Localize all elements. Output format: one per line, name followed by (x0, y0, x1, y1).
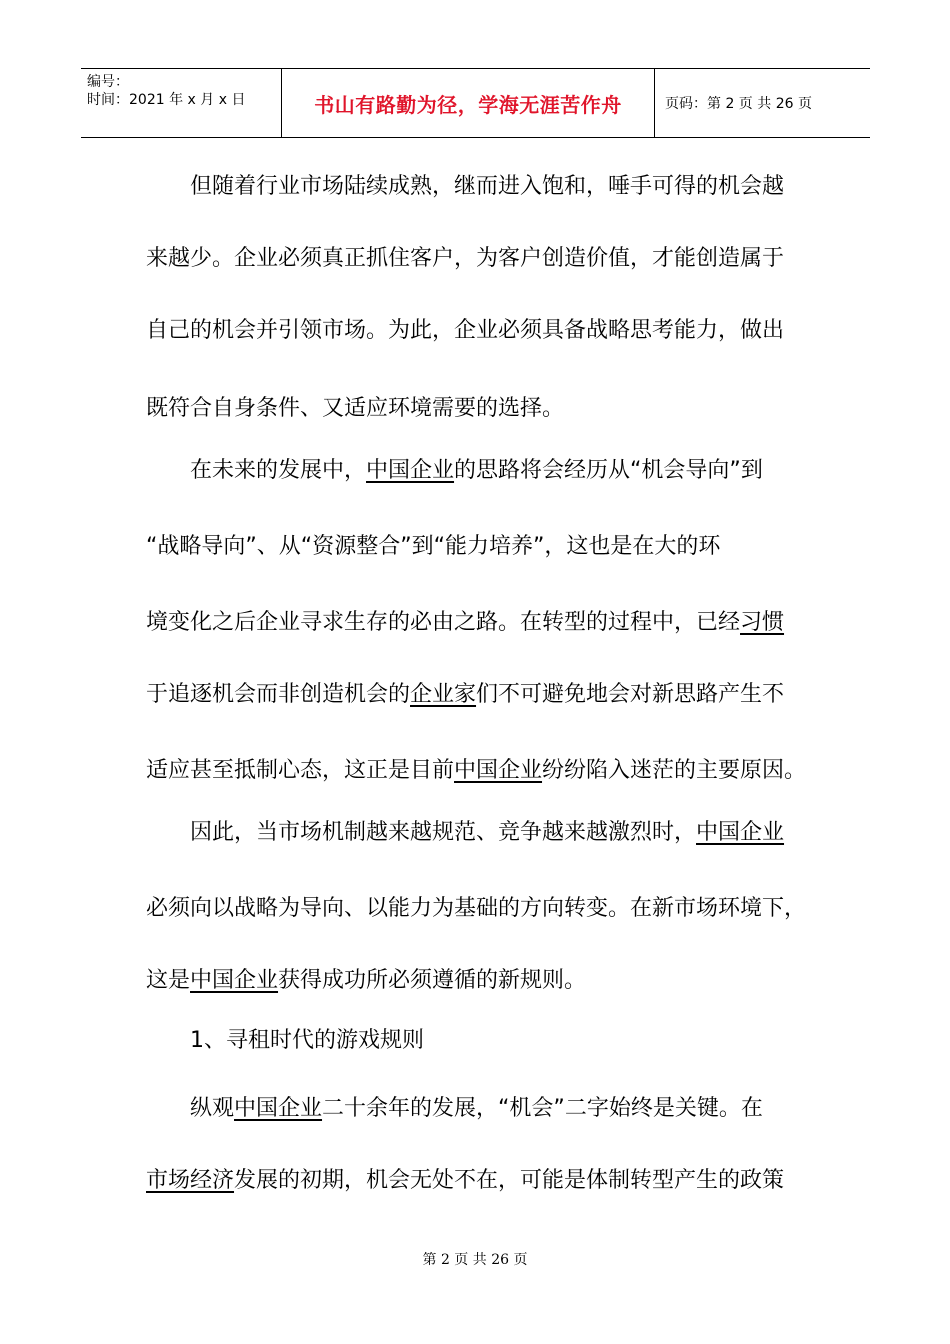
paragraph-line: 来越少。企业必须真正抓住客户，为客户创造价值，才能创造属于 (146, 246, 785, 271)
text-segment: 获得成功所必须遵循的新规则。 (278, 968, 587, 993)
text-segment: 纷纷陷入迷茫的主要原因。 (542, 758, 807, 783)
paragraph-line (190, 1094, 763, 1124)
keyword-link[interactable]: 中国企业 (234, 1096, 323, 1121)
section-heading: 1、寻租时代的游戏规则 (190, 1028, 424, 1053)
paragraph-line (190, 818, 784, 848)
text-segment: 境变化之后企业寻求生存的必由之路。在转型的过程中，已经 (146, 610, 741, 635)
text-segment: 于追逐机会而非创造机会的 (146, 682, 411, 707)
text-segment: 二十余年的发展，“机会”二字始终是关键。在 (322, 1096, 763, 1121)
text-segment: 发展的初期，机会无处不在，可能是体制转型产生的政策 (234, 1168, 785, 1193)
paragraph-line: “战略导向”、从“资源整合”到“能力培养”，这也是在大的环 (146, 534, 721, 559)
paragraph-line: 既符合自身条件、又适应环境需要的选择。 (146, 396, 565, 421)
keyword-link[interactable]: 市场经济 (146, 1168, 235, 1193)
keyword-link[interactable]: 企业家 (410, 682, 477, 707)
paragraph-line (146, 966, 586, 996)
text-segment: 们不可避免地会对新思路产生不 (476, 682, 785, 707)
paragraph-line (146, 1166, 784, 1196)
keyword-link[interactable]: 中国企业 (696, 820, 785, 845)
text-segment: 这是 (146, 968, 191, 993)
document-number-label: 编号： (87, 74, 129, 90)
header-motto-cell (282, 69, 655, 137)
text-segment: 纵观 (190, 1096, 235, 1121)
page-footer: 第 2 页 共 26 页 (422, 1252, 528, 1268)
header-meta-cell (81, 69, 282, 137)
keyword-link[interactable]: 中国企业 (366, 458, 455, 483)
paragraph-line: 必须向以战略为导向、以能力为基础的方向转变。在新市场环境下， (146, 896, 807, 921)
keyword-link[interactable]: 习惯 (740, 610, 785, 635)
document-date-label: 时间：2021 年 x 月 x 日 (87, 92, 246, 108)
keyword-link[interactable]: 中国企业 (454, 758, 543, 783)
keyword-link[interactable]: 中国企业 (190, 968, 279, 993)
paragraph-line (146, 608, 784, 638)
paragraph-line: 自己的机会并引领市场。为此，企业必须具备战略思考能力，做出 (146, 318, 785, 343)
text-segment: 适应甚至抵制心态，这正是目前 (146, 758, 455, 783)
page-header (81, 68, 870, 138)
text-segment: 在未来的发展中， (190, 458, 367, 483)
paragraph-line (146, 756, 806, 786)
header-page-number: 页码：第 2 页 共 26 页 (665, 96, 812, 112)
paragraph-line: 但随着行业市场陆续成熟，继而进入饱和，唾手可得的机会越 (190, 174, 785, 199)
header-motto: 书山有路勤为径，学海无涯苦作舟 (314, 92, 622, 117)
text-segment: 的思路将会经历从“机会导向”到 (454, 458, 763, 483)
paragraph-line (190, 456, 763, 486)
header-page-cell (655, 69, 870, 137)
text-segment: 因此，当市场机制越来越规范、竞争越来越激烈时， (190, 820, 697, 845)
paragraph-line (146, 680, 784, 710)
